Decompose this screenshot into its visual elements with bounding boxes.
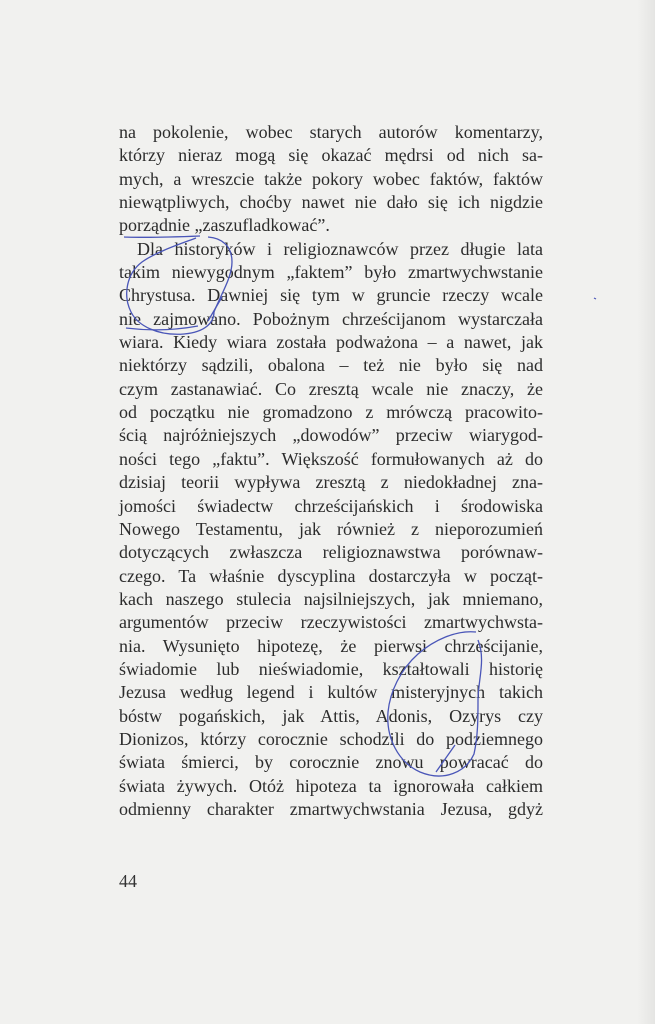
text-line: takim niewygodnym „faktem” było zmartwychwstanie [119, 262, 543, 283]
text-line: wiara. Kiedy wiara została podważona – a nawet, jak [119, 332, 543, 353]
text-line: czego. Ta właśnie dyscyplina dostarczyła w począt- [119, 565, 543, 586]
text-line: którzy nieraz mogą się okazać mędrsi od nich sa- [119, 145, 543, 166]
text-line: nie zajmowano. Pobożnym chrześcijanom wystarczała [119, 308, 543, 329]
text-line: dotyczących zwłaszcza religioznawstwa porównaw- [119, 542, 543, 563]
pen-dot [594, 298, 596, 299]
text-line: Dionizos, którzy corocznie schodzili do podziemnego [119, 728, 543, 749]
text-line: Nowego Testamentu, jak również z nieporozumień [119, 518, 543, 539]
text-line: porządnie „zaszufladkować”. [119, 215, 330, 236]
text-line: czym zastanawiać. Co zresztą wcale nie znaczy, że [119, 378, 543, 399]
text-line: ności tego „faktu”. Większość formułowanych aż do [119, 448, 543, 469]
text-line: dzisiaj teorii wypływa zresztą z niedokładnej zna- [119, 472, 543, 493]
text-line: ścią najróżniejszych „dowodów” przeciw wiarygod- [119, 425, 543, 446]
text-line: niektórzy sądzili, obalona – też nie było się nad [119, 355, 543, 376]
text-line: Chrystusa. Dawniej się tym w gruncie rzeczy wcale [119, 285, 543, 306]
text-line: świadomie lub nieświadomie, kształtowali historię [119, 658, 543, 679]
text-line: mych, a wreszcie także pokory wobec faktów, faktów [119, 168, 543, 189]
page-number: 44 [119, 871, 137, 891]
page-edge-shadow [637, 0, 655, 1024]
text-line: argumentów przeciw rzeczywistości zmartwychwsta- [119, 612, 543, 633]
text-line: na pokolenie, wobec starych autorów komentarzy, [119, 122, 543, 142]
text-line: świata żywych. Otóż hipoteza ta ignorowała całkiem [119, 775, 543, 796]
text-line: świata śmierci, by corocznie znowu powracać do [119, 752, 543, 773]
text-line: od początku nie gromadzono z mrówczą pracowito- [119, 402, 543, 423]
body-text [119, 121, 543, 821]
text-line: Jezusa według legend i kultów misteryjnych takich [119, 682, 543, 703]
text-line: jomości świadectw chrześcijańskich i środowiska [119, 495, 543, 516]
text-line: odmienny charakter zmartwychwstania Jezusa, gdyż [119, 798, 543, 819]
text-line: Dla historyków i religioznawców przez długie lata [137, 238, 543, 259]
text-line: nia. Wysunięto hipotezę, że pierwsi chrześcijanie, [119, 635, 543, 656]
text-line: kach naszego stulecia najsilniejszych, jak mniemano, [119, 588, 543, 609]
text-line: niewątpliwych, choćby nawet nie dało się ich nigdzie [119, 192, 543, 213]
text-line: bóstw pogańskich, jak Attis, Adonis, Ozyrys czy [119, 705, 543, 726]
